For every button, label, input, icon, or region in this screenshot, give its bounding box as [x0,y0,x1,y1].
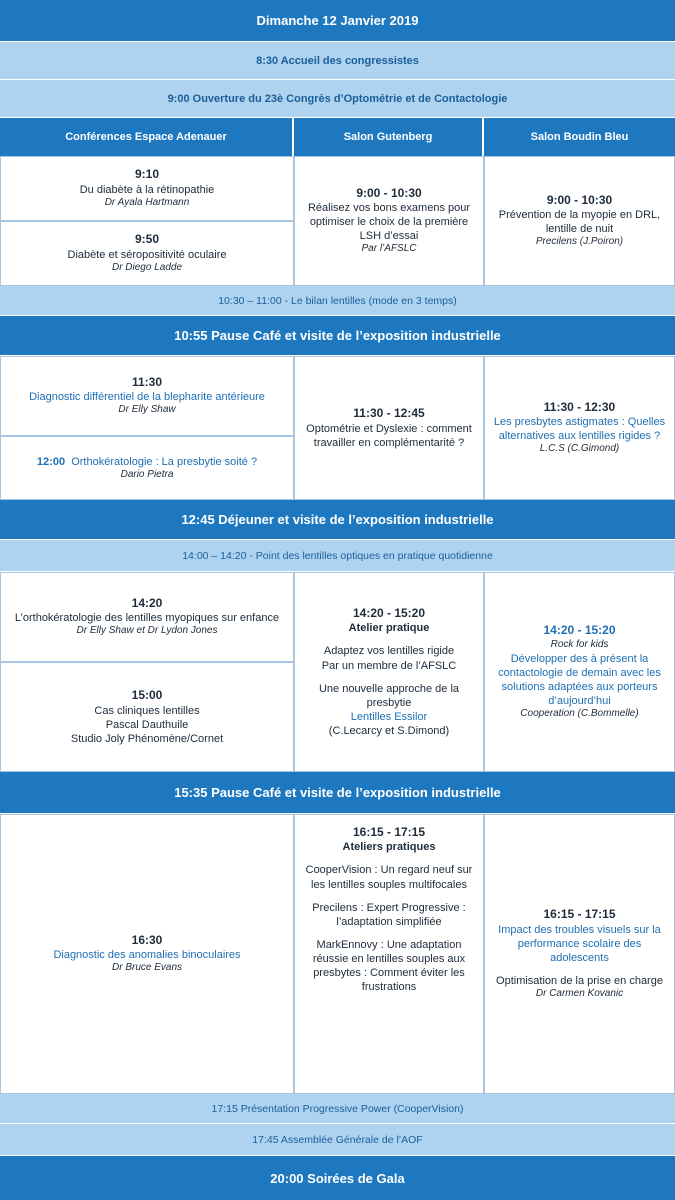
column-header-boudin-bleu: Salon Boudin Bleu [484,118,675,156]
coffee-break-2: 15:35 Pause Café et visite de l’exposition industrielle [0,772,675,814]
day-title: Dimanche 12 Janvier 2019 [256,13,419,28]
band-1745: 17:45 Assemblée Générale de l’AOF [0,1124,675,1156]
session2-col3-workshop: 11:30 - 12:30 Les presbytes astigmates : Quelles alternatives aux lentilles rigides ? L.C.S (C.Gimond) [484,356,675,500]
welcome-band [0,42,675,80]
session1-col2-workshop: 9:00 - 10:30 Réalisez vos bons examens pour optimiser le choix de la première LSH d’essai Par l’AFSLC [294,156,484,286]
session3-col2-workshops: 14:20 - 15:20 Atelier pratique Adaptez vos lentilles rigide Par un membre de l’AFSLC Une nouvelle approche de la presbytie Lentilles Essilor (C.Lecarcy et S.Dimond) [294,572,484,772]
session2-col1-talk-a: 11:30 Diagnostic différentiel de la blepharite antérieure Dr Elly Shaw [0,356,294,436]
column-header-gutenberg: Salon Gutenberg [294,118,484,156]
session4-col1-talk: 16:30 Diagnostic des anomalies binoculaires Dr Bruce Evans [0,814,294,1094]
session1-col1-talk-a: 9:10 Du diabète à la rétinopathie Dr Ayala Hartmann [0,156,294,221]
session4-col2-workshops: 16:15 - 17:15 Ateliers pratiques CooperVision : Un regard neuf sur les lentilles souples multifocales Precilens : Expert Progressive : l’adaptation simplifiée MarkEnnovy : Une adaptation réussie en lentilles souples aux presbytes : Comment éviter les frustrations [294,814,484,1094]
session3-col1-talk-a: 14:20 L’orthokératologie des lentilles myopiques sur enfance Dr Elly Shaw et Dr Lydon Jones [0,572,294,662]
band-1030: 10:30 – 11:00 - Le bilan lentilles (mode en 3 temps) [0,286,675,316]
session3-col1-talk-b: 15:00 Cas cliniques lentilles Pascal Dauthuile Studio Joly Phénomène/Cornet [0,662,294,772]
opening-band [0,80,675,118]
session2-col2-workshop: 11:30 - 12:45 Optométrie et Dyslexie : comment travailler en complémentarité ? [294,356,484,500]
session1-col3-workshop: 9:00 - 10:30 Prévention de la myopie en DRL, lentille de nuit Precilens (J.Poiron) [484,156,675,286]
session3-col3-workshop: 14:20 - 15:20 Rock for kids Développer des à présent la contactologie de demain avec les solutions adaptées aux porteurs d’aujourd’hui Cooperation (C.Bommelle) [484,572,675,772]
day-title-band [0,0,675,42]
column-header-adenauer: Conférences Espace Adenauer [0,118,294,156]
lunch-band: 12:45 Déjeuner et visite de l’exposition industrielle [0,500,675,540]
session1-col1-talk-b: 9:50 Diabète et séropositivité oculaire Dr Diego Ladde [0,221,294,286]
welcome-text: 8:30 Accueil des congressistes [256,54,419,67]
opening-text: 9:00 Ouverture du 23è Congrès d’Optométrie et de Contactologie [167,92,508,105]
coffee-break-1: 10:55 Pause Café et visite de l’exposition industrielle [0,316,675,356]
band-1715: 17:15 Présentation Progressive Power (CooperVision) [0,1094,675,1124]
gala-band: 20:00 Soirées de Gala [0,1156,675,1200]
band-1400: 14:00 – 14:20 - Point des lentilles optiques en pratique quotidienne [0,540,675,572]
session4-col3-talk: 16:15 - 17:15 Impact des troubles visuels sur la performance scolaire des adolescents Optimisation de la prise en charge Dr Carmen Kovanic [484,814,675,1094]
session2-col1-talk-b: 12:00 Orthokératologie : La presbytie soité ? Dario Pietra [0,436,294,500]
